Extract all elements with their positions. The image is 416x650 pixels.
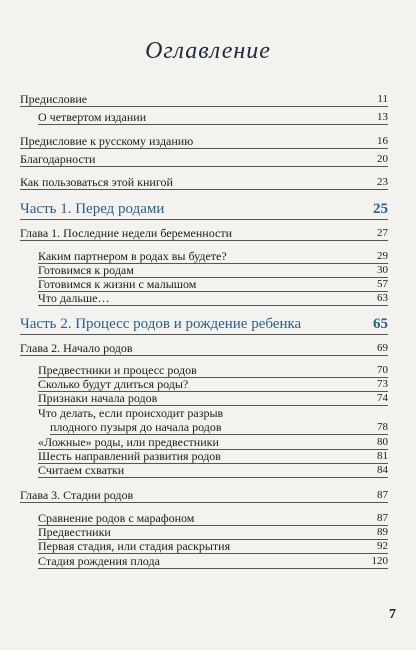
page-number: 7 (389, 607, 396, 622)
toc-page: 63 (377, 292, 388, 304)
toc-label: плодного пузыря до начала родов (50, 420, 222, 434)
toc-entry (20, 420, 388, 434)
toc-label: Сколько будут длиться роды? (38, 377, 189, 391)
toc-entry (20, 92, 388, 106)
toc-page: 65 (373, 316, 388, 332)
toc-entry (20, 463, 388, 477)
leader-line (20, 355, 388, 356)
toc-entry (20, 152, 388, 166)
toc-part (20, 317, 388, 335)
toc-label: Часть 1. Перед родами (20, 201, 165, 217)
toc-entry (20, 263, 388, 277)
toc-entry (20, 175, 388, 189)
toc-label: Готовимся к родам (38, 263, 134, 277)
toc-label: Признаки начала родов (38, 391, 158, 405)
toc-label: Предисловие (20, 92, 88, 106)
toc-page: 25 (373, 201, 388, 217)
toc-entry (20, 539, 388, 553)
toc-label: Часть 2. Процесс родов и рождение ребенка (20, 316, 302, 332)
toc-entry (20, 554, 388, 568)
toc-entry (20, 110, 388, 124)
toc-page: 87 (377, 489, 388, 501)
toc-page: 57 (377, 278, 388, 290)
toc-page: 73 (377, 378, 388, 390)
leader-line (20, 106, 388, 107)
toc-chapter (20, 226, 388, 240)
toc-label: Глава 3. Стадии родов (20, 488, 134, 502)
toc-label: Сравнение родов с марафоном (38, 511, 195, 525)
toc-label: Готовимся к жизни с малышом (38, 277, 197, 291)
toc-label: Предвестники и процесс родов (38, 363, 197, 377)
toc-label: Что делать, если происходит разрыв (38, 406, 224, 420)
toc-page: 20 (377, 153, 388, 165)
leader-line (20, 219, 388, 220)
toc-page: 89 (377, 526, 388, 538)
toc-label: Шесть направлений развития родов (38, 449, 221, 463)
toc-page: 87 (377, 512, 388, 524)
toc-entry (20, 511, 388, 525)
leader-line (20, 502, 388, 503)
toc-label: Благодарности (20, 152, 96, 166)
toc-page: 74 (377, 392, 388, 404)
toc-label: Как пользоваться этой книгой (20, 175, 173, 189)
toc-page: 92 (377, 540, 388, 552)
toc-entry (20, 249, 388, 263)
toc-label: Первая стадия, или стадия раскрытия (38, 539, 231, 553)
toc-label: Стадия рождения плода (38, 554, 160, 568)
leader-line (38, 124, 388, 125)
toc-label: «Ложные» роды, или предвестники (38, 435, 219, 449)
toc-page: 120 (371, 555, 388, 567)
toc-page: 69 (377, 342, 388, 354)
toc-page: 80 (377, 436, 388, 448)
toc-entry (20, 525, 388, 539)
toc-chapter (20, 488, 388, 502)
toc-page: 16 (377, 135, 388, 147)
toc-entry (20, 134, 388, 148)
leader-line (38, 305, 388, 306)
toc-page: 29 (377, 250, 388, 262)
toc-page: 30 (377, 264, 388, 276)
leader-line (38, 477, 388, 478)
toc-label: Предисловие к русскому изданию (20, 134, 194, 148)
toc-entry (20, 406, 388, 420)
toc-label: Считаем схватки (38, 463, 125, 477)
leader-line (20, 334, 388, 335)
toc-entry (20, 291, 388, 305)
toc-entry (20, 391, 388, 405)
leader-line (20, 166, 388, 167)
toc-entry (20, 377, 388, 391)
toc-label: Глава 2. Начало родов (20, 341, 133, 355)
toc-label: Что дальше… (38, 291, 110, 305)
page-title: Оглавление (145, 38, 271, 64)
toc-page: 84 (377, 464, 388, 476)
toc-entry (20, 277, 388, 291)
toc-page: 70 (377, 364, 388, 376)
toc-part (20, 202, 388, 220)
toc-entry (20, 449, 388, 463)
toc-label: Каким партнером в родах вы будете? (38, 249, 227, 263)
toc-page: 11 (377, 93, 388, 105)
toc-page: 13 (377, 111, 388, 123)
toc-chapter (20, 341, 388, 355)
toc-entry (20, 435, 388, 449)
toc-page: 78 (377, 421, 388, 433)
toc-label: Предвестники (38, 525, 111, 539)
toc-page: 23 (377, 176, 388, 188)
toc-page: 81 (377, 450, 388, 462)
toc-entry (20, 363, 388, 377)
leader-line (38, 568, 388, 569)
toc-page: 27 (377, 227, 388, 239)
toc-label: О четвертом издании (38, 110, 147, 124)
leader-line (20, 189, 388, 190)
leader-line (20, 148, 388, 149)
leader-line (20, 240, 388, 241)
toc-label: Глава 1. Последние недели беременности (20, 226, 232, 240)
